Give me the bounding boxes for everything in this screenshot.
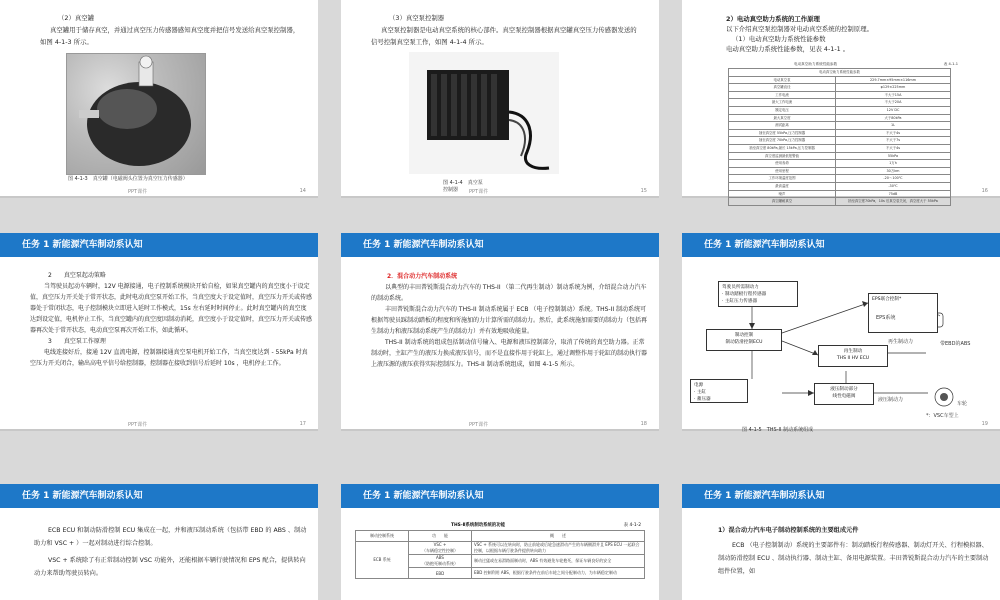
footer-center: PPT课件 xyxy=(128,189,148,195)
table-cell: 抽至真空度70kPa，10s 后真空泵关闭，真空度大于 55kPa xyxy=(836,198,951,206)
slide-paragraph: 丰田普锐斯混合动力汽车的 THS-II 制动系统属于 ECB （电子控制制动）系统。THS-II 制动系统可根据驾驶员踩制动踏板的程度和所施加的力计算所需的制动力。然后，此系统施加需要的制动力（包括再生制动力和液压制动系统产生的制动力）并有效地吸收能量。 xyxy=(371,306,648,335)
box-driver-input: 驾驶员所需制动力 · 制动踏板行程传感器 · 主缸压力传感器 xyxy=(718,281,798,307)
controller-photo xyxy=(409,52,559,174)
slide-line: 以下介绍真空泵控制器对电动真空系统的控制原理。 xyxy=(726,25,873,33)
table-cell: 1万h xyxy=(836,160,951,168)
table-row xyxy=(729,144,951,152)
table-cell: ABS （防抱死制动系统） xyxy=(409,555,472,568)
slide-banner: 任务 1 新能源汽车制动系认知 xyxy=(341,484,659,508)
table-cell: 75dB xyxy=(836,190,951,198)
table-cell: 真空罐直径 xyxy=(729,84,836,92)
slide-paragraph: VSC + 系统除了有正常制动控制 VSC 功能外，还能根据车辆行驶情况和 EPS 配合，提供转向动力来帮助驾驶员转向。 xyxy=(34,557,306,577)
spec-table xyxy=(728,68,951,206)
table-cell: 抽至真空度 55kPa,压力控制器 xyxy=(729,129,836,137)
table-cell: 制动过猛或在易滑路面制动时，ABS 有效避免车轮抱死，保证车辆良好的安全 xyxy=(472,555,645,568)
label-abs-ebd: 带EBD的ABS xyxy=(940,341,971,347)
table-row xyxy=(356,542,645,555)
slide-vacuum-pump-strategy[interactable] xyxy=(0,233,318,431)
section-title: 2．混合动力汽车制动系统 xyxy=(387,273,458,280)
table-row xyxy=(729,137,951,145)
table-cell: -30℃ xyxy=(836,182,951,190)
table-row xyxy=(729,152,951,160)
table-cell: 不大于20A xyxy=(836,99,951,107)
table-cell: 抽至真空度 80kPa,最长 15kPa,压力控制器 xyxy=(729,144,836,152)
column-header: 功 能 xyxy=(409,531,472,542)
slide-banner: 任务 1 新能源汽车制动系认知 xyxy=(682,484,1000,508)
box-brake-ecu: 制动控制 制动防滑控制ECU xyxy=(706,329,782,351)
slide-electric-vacuum-principle[interactable] xyxy=(682,0,1000,204)
table-row xyxy=(729,182,951,190)
slide-banner: 任务 1 新能源汽车制动系认知 xyxy=(341,233,659,257)
footer-center: PPT课件 xyxy=(469,422,489,428)
table-cell: 测试距离 xyxy=(729,122,836,130)
slide-heading: 1）混合动力汽车电子制动控制系统的主要组成元件 xyxy=(718,527,859,534)
table-cell: -20～100℃ xyxy=(836,175,951,183)
table-number: 表 4-1-1 xyxy=(943,62,958,66)
table-cell: 电动真空泵 xyxy=(729,76,836,84)
slide-paragraph: ECB （电子控制制动）系统的主要部件有：制动踏板行程传感器、制动灯开关、行程模拟器、制动防滑控制 ECU 、制动执行器、制动主缸、备用电源装置。丰田普锐斯混合动力汽车的主要制动组件位置，如 xyxy=(718,542,989,575)
figure-caption: 图 4-1-4 真空泵控制器 xyxy=(443,180,483,193)
table-cell: 最大工作电流 xyxy=(729,99,836,107)
table-cell: 使用寿命 xyxy=(729,160,836,168)
function-table xyxy=(355,530,645,579)
table-cell: VSC + （车辆稳定性控制） xyxy=(409,542,472,555)
box-power-supply: 电源 · 主缸 · 蓄压器 xyxy=(690,379,748,403)
table-cell: 额定电压 xyxy=(729,106,836,114)
table-cell: 不大于15A xyxy=(836,91,951,99)
table-row xyxy=(729,198,951,206)
table-row xyxy=(729,190,951,198)
page-number: 14 xyxy=(299,188,306,194)
table-cell: EBD xyxy=(409,568,472,579)
table-row xyxy=(729,129,951,137)
table-row xyxy=(729,175,951,183)
table-row xyxy=(729,91,951,99)
table-row xyxy=(729,106,951,114)
table-cell: φ129×225mm xyxy=(836,84,951,92)
slide-vacuum-tank[interactable] xyxy=(0,0,318,198)
slide-heading: 2）电动真空助力系统的工作原理 xyxy=(726,15,820,23)
table-cell: 工作电流 xyxy=(729,91,836,99)
table-cell: 30万km xyxy=(836,167,951,175)
table-cell: VSC + 系统可以在转向时，防止前轮或后轮急速滑动产生的车辆侧滑并且 EPS ECU 一起联合控制，以根据车辆行驶条件提供转向助力 xyxy=(472,542,645,555)
table-cell: 大于80kPa xyxy=(836,114,951,122)
label-eps-system: EPS系统 xyxy=(876,315,896,321)
table-cell: 不大于4s xyxy=(836,144,951,152)
vacuum-tank-photo xyxy=(66,53,206,175)
table-cell: 不大于4s xyxy=(836,129,951,137)
slide-paragraph: 真空罐用于储存真空，并通过真空压力传感器感知真空度并把信号发送给真空泵控制器，如图 4-1-3 所示。 xyxy=(40,26,300,46)
table-row xyxy=(729,76,951,84)
footer-center: PPT课件 xyxy=(469,189,489,195)
table-row xyxy=(729,84,951,92)
slide-ths-diagram[interactable] xyxy=(682,233,1000,431)
figure-caption: 图 4-1-5 THS-II 制动系统组成 xyxy=(742,427,814,433)
table-row xyxy=(729,122,951,130)
label-vsc-note: *：VSC车型上 xyxy=(926,413,959,419)
table-title: 电动真空助力系统性能参数 xyxy=(794,62,838,66)
table-cell: 55kPa xyxy=(836,152,951,160)
slide-paragraph: 当驾驶员起动车辆时，12V 电源接通，电子控制系统模块开始自检，如果真空罐内的真空度小于设定值，真空压力开关处于常开状态，此时电动真空泵开始工作，当真空度大于设定值时，真空压力开关或传感器处于常闭状态，电子控制模块立即进入延时工作模式，15s 左右延时时间停止。此时真空罐内的真空度达到设定值，电机停止工作，当真空罐内的真空度因制动消耗，真空度小于设定值时，真空压力开关或传感器再次处于常开状态，电动真空泵再次开始工作，如此循环。 xyxy=(30,283,313,334)
slide-heading: （2）真空罐 xyxy=(58,14,95,22)
table-cell: 12V DC xyxy=(836,106,951,114)
table-cell: ECB 系统 xyxy=(356,542,409,579)
subheading: 3 真空泵工作原理 xyxy=(48,338,106,345)
slide-banner: 任务 1 新能源汽车制动系认知 xyxy=(0,233,318,257)
spec-table-wrapper xyxy=(728,68,951,206)
slide-paragraph: ECB ECU 和制动防滑控制 ECU 集成在一起，并和液压制动系统（包括带 EBD 的 ABS 、制动助力和 VSC + ）一起对制动进行综合控制。 xyxy=(34,527,307,547)
slide-vacuum-pump-controller[interactable] xyxy=(341,0,659,198)
table-cell: 最高温度 xyxy=(729,182,836,190)
table-cell: 最大真空度 xyxy=(729,114,836,122)
box-hydraulic: 液压制动部分 线性电磁阀 xyxy=(814,383,874,405)
page-number: 19 xyxy=(981,421,988,427)
slide-banner: 任务 1 新能源汽车制动系认知 xyxy=(682,233,1000,257)
table-title: THS-Ⅱ系统制动系统的功能 xyxy=(451,523,506,528)
table-row xyxy=(729,167,951,175)
page-number: 18 xyxy=(640,421,647,427)
column-header: 制动控制系统 xyxy=(356,531,409,542)
box-eps-control: EPS联合控制* xyxy=(868,293,938,333)
table-row xyxy=(729,99,951,107)
table-header-row xyxy=(356,531,645,542)
slide-line: （1）电动真空助力系统性能参数 xyxy=(732,35,826,43)
subheading: 2 真空泵起动策略 xyxy=(48,272,106,279)
table-number: 表 4-1-2 xyxy=(623,523,641,528)
label-hydraulic-force: 液压制动力 xyxy=(878,397,904,403)
table-cell: 抽至真空度 70kPa,压力控制器 xyxy=(729,137,836,145)
slide-paragraph: 真空泵控制器是电动真空系统的核心部件。真空泵控制器根据真空罐真空压力传感器发送的信号控制真空泵工作，如图 4-1-4 所示。 xyxy=(371,26,637,46)
slide-ecb-ecu[interactable] xyxy=(0,484,318,600)
figure-caption: 图 4-1-3 真空罐（电磁阀头位置为真空压力传感器） xyxy=(68,176,188,182)
table-row xyxy=(729,160,951,168)
slide-banner: 任务 1 新能源汽车制动系认知 xyxy=(0,484,318,508)
column-header: 概 述 xyxy=(472,531,645,542)
slide-ecb-components[interactable] xyxy=(682,484,1000,600)
table-cell: 229.7mm×95mm×116mm xyxy=(836,76,951,84)
footer-center: PPT课件 xyxy=(128,422,148,428)
page-number: 17 xyxy=(299,421,306,427)
slide-hybrid-brake-system[interactable] xyxy=(341,233,659,431)
label-wheel: 车轮 xyxy=(957,401,968,407)
table-cell: 工作环境温度范围 xyxy=(729,175,836,183)
table-cell: EBD 控制利用 ABS，根据行驶条件在前后车轮之间分配制动力，为车辆稳定制动 xyxy=(472,568,645,579)
slide-line: 电动真空助力系统性能参数，见表 4-1-1 。 xyxy=(726,45,850,53)
slide-ths-functions[interactable] xyxy=(341,484,659,600)
label-regen-force: 再生制动力 xyxy=(888,339,914,345)
table-cell: 噪声 xyxy=(729,190,836,198)
page-number: 15 xyxy=(640,188,647,194)
page-number: 16 xyxy=(981,188,988,194)
slide-paragraph: THS-II 制动系统的组成包括制动信号输入、电源和液压控制部分，取消了传统的真空助力器。正常制动时，主缸产生的液压力换成液压信号，而不是直接作用于轮缸上，通过调整作用于轮缸的制动执行器上液压源的液压获得实际控制压力。THS-II 制动系统组成，如图 4-1-5 所示。 xyxy=(371,339,648,368)
table-cell: 真空度监测最低报警值 xyxy=(729,152,836,160)
table-cell: 真空罐耐真空 xyxy=(729,198,836,206)
function-table-wrapper xyxy=(355,530,645,579)
table-cell: 不大于7s xyxy=(836,137,951,145)
slide-heading: （3）真空泵控制器 xyxy=(389,14,445,22)
table-row xyxy=(729,114,951,122)
table-cell: 使用里程 xyxy=(729,167,836,175)
table-inner-title: 电动真空助力系统性能参数 xyxy=(729,69,951,77)
slide-paragraph: 以典型的丰田普锐斯混合动力汽车的 THS-II （第二代再生制动）制动系统为例，介绍混合动力汽车的制动系统。 xyxy=(371,284,647,302)
slide-paragraph: 电线连接好后，接通 12V 直流电源，控制器接通真空泵电机开始工作，当真空度达到 - 55kPa 时真空压力开关闭合，输出高电平信号给控制器，控制器在接收到信号后延时 10s ，电机停止工作。 xyxy=(30,349,308,367)
table-cell: 1L xyxy=(836,122,951,130)
box-regen-ecu: 再生制动 THS II HV ECU xyxy=(818,345,888,367)
